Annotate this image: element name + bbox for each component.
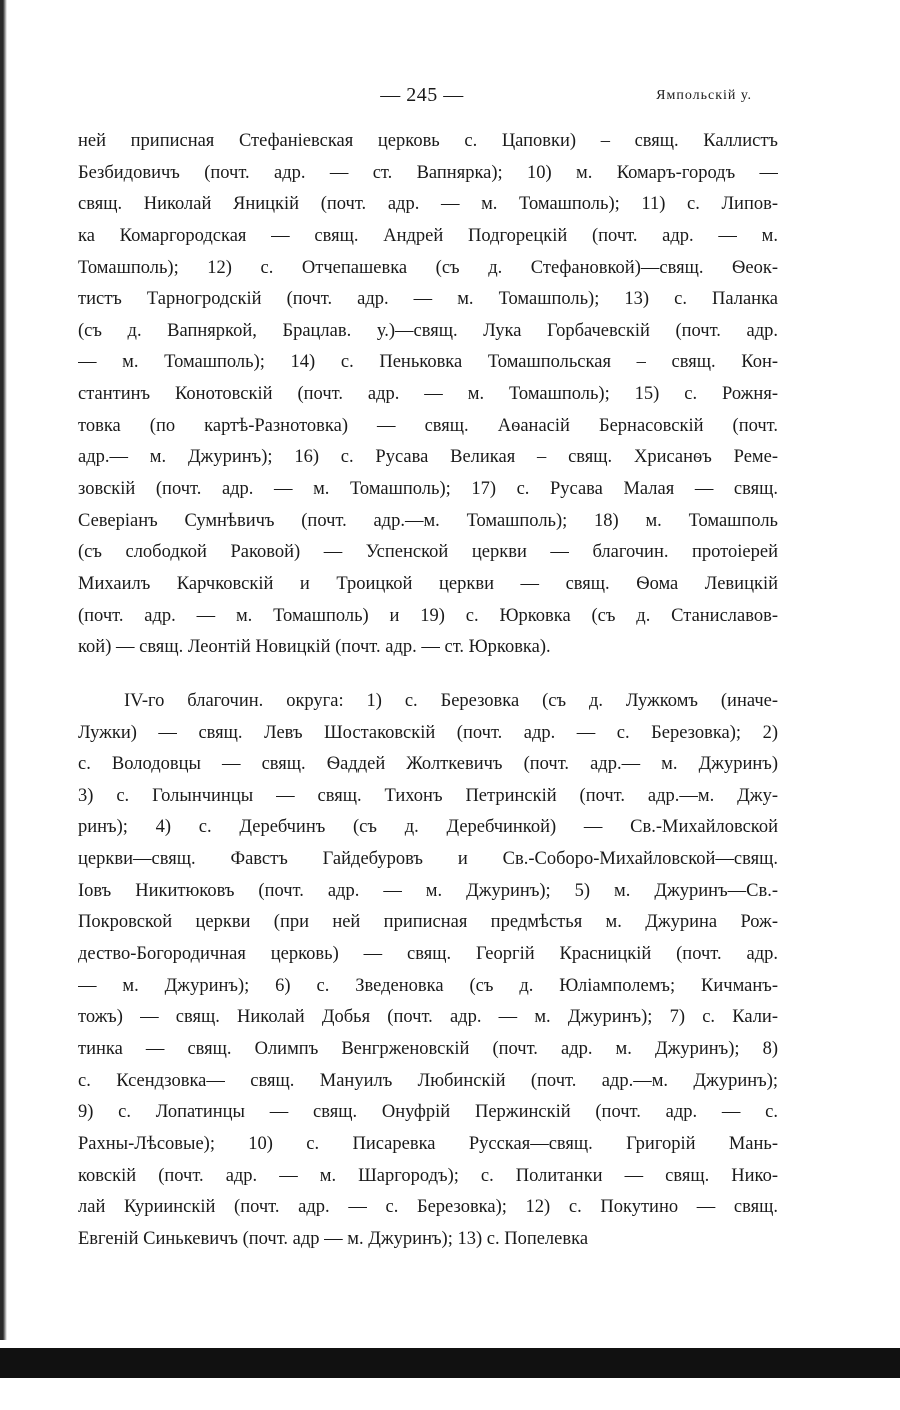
text-line: церкви—свящ. Фавстъ Гайдебуровъ и Св.-Соборо-Михайловской—свящ. (78, 849, 778, 870)
text-line: адр.— м. Джуринъ); 16) с. Русава Великая – свящ. Хрисанѳъ Реме- (78, 447, 778, 468)
paragraph-gap (78, 664, 778, 686)
text-line: — м. Томашполь); 14) с. Пеньковка Томашпольская – свящ. Кон- (78, 352, 778, 373)
text-line: ней приписная Стефаніевская церковь с. Цаповки) – свящ. Каллистъ (78, 131, 778, 151)
text-line: зовскій (почт. адр. — м. Томашполь); 17) с. Русава Малая — свящ. (78, 479, 778, 500)
text-line: ковскій (почт. адр. — м. Шаргородъ); с. Политанки — свящ. Нико- (78, 1165, 778, 1186)
text-line: 3) с. Голынчинцы — свящ. Тихонъ Петринскій (почт. адр.—м. Джу- (78, 785, 778, 806)
page-number: — 245 — (380, 84, 464, 106)
text-line: Рахны-Лѣсовые); 10) с. Писаревка Русская—свящ. Григорій Мань- (78, 1133, 778, 1154)
text-line: стантинъ Конотовскій (почт. адр. — м. Томашполь); 15) с. Рожня- (78, 384, 778, 405)
scan-left-edge (0, 0, 7, 1340)
text-line: с. Володовцы — свящ. Ѳаддей Жолткевичъ (почт. адр.— м. Джуринъ) (78, 754, 778, 775)
scan-bottom-band (0, 1348, 900, 1378)
text-line: IV-го благочин. округа: 1) с. Березовка (съ д. Лужкомъ (иначе- (124, 690, 778, 711)
text-line: ринъ); 4) с. Деребчинъ (съ д. Деребчинкой) — Св.-Михайловской (78, 817, 778, 838)
text-line: лай Куриинскій (почт. адр. — с. Березовка); 12) с. Покутино — свящ. (78, 1197, 778, 1218)
text-line: тожъ) — свящ. Николай Добья (почт. адр. — м. Джуринъ); 7) с. Кали- (78, 1007, 778, 1028)
running-title: Ямпольскій у. (656, 88, 752, 103)
text-line: Лужки) — свящ. Левъ Шостаковскій (почт. адр. — с. Березовка); 2) (78, 722, 778, 743)
text-line: товка (по картѣ-Разнотовка) — свящ. Аѳанасій Бернасовскій (почт. (78, 415, 778, 436)
text-line: (почт. адр. — м. Томашполь) и 19) с. Юрковка (съ д. Станиславов- (78, 605, 778, 626)
text-line: Томашполь); 12) с. Отчепашевка (съ д. Стефановкой)—свящ. Ѳеок- (78, 257, 778, 278)
paragraph (78, 686, 778, 1256)
text-line: свящ. Николай Яницкій (почт. адр. — м. Томашполь); 11) с. Липов- (78, 194, 778, 215)
text-line: кой) — свящ. Леонтій Новицкій (почт. адр. — ст. Юрковка). (78, 637, 551, 658)
text-line: ка Комаргородская — свящ. Андрей Подгорецкій (почт. адр. — м. (78, 225, 778, 246)
text-line: Северіанъ Сумнѣвичъ (почт. адр.—м. Томашполь); 18) м. Томашполь (78, 510, 778, 531)
body-text (78, 126, 778, 1255)
text-line: тистъ Тарногродскій (почт. адр. — м. Томашполь); 13) с. Паланка (78, 289, 778, 310)
text-line: с. Ксендзовка— свящ. Мануилъ Любинскій (почт. адр.—м. Джуринъ); (78, 1070, 778, 1091)
text-line: — м. Джуринъ); 6) с. Зведеновка (съ д. Юліамполемъ; Кичманъ- (78, 975, 778, 996)
text-line: тинка — свящ. Олимпъ Венгрженовскій (почт. адр. м. Джуринъ); 8) (78, 1038, 778, 1059)
text-line: (съ слободкой Раковой) — Успенской церкви — благочин. протоіерей (78, 542, 778, 563)
text-line: 9) с. Лопатинцы — свящ. Онуфрій Пержинскій (почт. адр. — с. (78, 1102, 778, 1123)
text-line: Покровской церкви (при ней приписная предмѣстья м. Джурина Рож- (78, 912, 778, 933)
text-line: Іовъ Никитюковъ (почт. адр. — м. Джуринъ); 5) м. Джуринъ—Св.- (78, 880, 778, 901)
text-line: Евгеній Синькевичъ (почт. адр — м. Джуринъ); 13) с. Попелевка (78, 1228, 589, 1249)
text-line: Безбидовичъ (почт. адр. — ст. Вапнярка); 10) м. Комаръ-городъ — (78, 162, 778, 183)
text-line: (съ д. Вапняркой, Брацлав. у.)—свящ. Лука Горбачевскій (почт. адр. (78, 320, 778, 341)
page-header (0, 84, 900, 114)
text-line: дество-Богородичная церковь) — свящ. Георгій Красницкій (почт. адр. (78, 944, 778, 965)
paragraph (78, 126, 778, 664)
text-line: Михаилъ Карчковскій и Троицкой церкви — свящ. Ѳома Левицкій (78, 573, 778, 594)
